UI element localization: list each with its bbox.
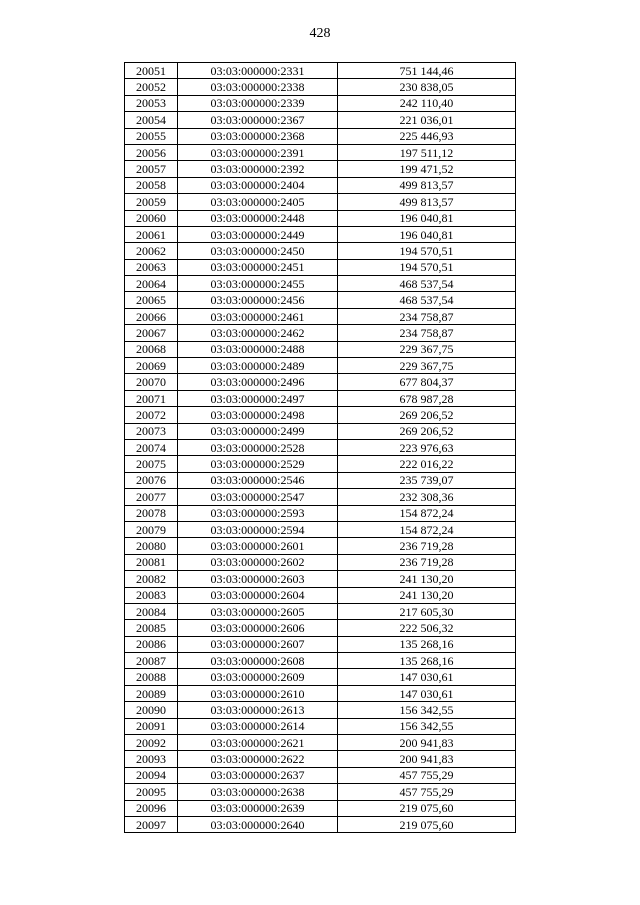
value-cell: 221 036,01 [338, 112, 516, 128]
table-row [125, 521, 516, 537]
table-row [125, 456, 516, 472]
table-row [125, 161, 516, 177]
table-row [125, 816, 516, 832]
cadastral-number-cell: 03:03:000000:2604 [178, 587, 338, 603]
cadastral-number-cell: 03:03:000000:2639 [178, 800, 338, 816]
cadastral-number-cell: 03:03:000000:2497 [178, 390, 338, 406]
row-number-cell: 20051 [125, 63, 178, 79]
cadastral-number-cell: 03:03:000000:2462 [178, 325, 338, 341]
value-cell: 751 144,46 [338, 63, 516, 79]
value-cell: 234 758,87 [338, 325, 516, 341]
value-cell: 219 075,60 [338, 800, 516, 816]
value-cell: 222 016,22 [338, 456, 516, 472]
cadastral-number-cell: 03:03:000000:2451 [178, 259, 338, 275]
row-number-cell: 20091 [125, 718, 178, 734]
row-number-cell: 20065 [125, 292, 178, 308]
value-cell: 468 537,54 [338, 276, 516, 292]
value-cell: 200 941,83 [338, 735, 516, 751]
table-row [125, 603, 516, 619]
value-cell: 269 206,52 [338, 407, 516, 423]
row-number-cell: 20062 [125, 243, 178, 259]
table-row [125, 226, 516, 242]
value-cell: 154 872,24 [338, 505, 516, 521]
row-number-cell: 20086 [125, 636, 178, 652]
table-row [125, 144, 516, 160]
table-row [125, 718, 516, 734]
row-number-cell: 20063 [125, 259, 178, 275]
table-row [125, 341, 516, 357]
cadastral-number-cell: 03:03:000000:2488 [178, 341, 338, 357]
cadastral-number-cell: 03:03:000000:2594 [178, 521, 338, 537]
table-row [125, 374, 516, 390]
value-cell: 229 367,75 [338, 358, 516, 374]
value-cell: 241 130,20 [338, 571, 516, 587]
cadastral-number-cell: 03:03:000000:2602 [178, 554, 338, 570]
value-cell: 229 367,75 [338, 341, 516, 357]
row-number-cell: 20085 [125, 620, 178, 636]
cadastral-number-cell: 03:03:000000:2496 [178, 374, 338, 390]
value-cell: 236 719,28 [338, 554, 516, 570]
value-cell: 230 838,05 [338, 79, 516, 95]
cadastral-number-cell: 03:03:000000:2529 [178, 456, 338, 472]
table-row [125, 358, 516, 374]
table-row [125, 800, 516, 816]
cadastral-number-cell: 03:03:000000:2607 [178, 636, 338, 652]
value-cell: 217 605,30 [338, 603, 516, 619]
table-row [125, 669, 516, 685]
value-cell: 223 976,63 [338, 439, 516, 455]
value-cell: 457 755,29 [338, 784, 516, 800]
value-cell: 457 755,29 [338, 767, 516, 783]
table-row [125, 587, 516, 603]
row-number-cell: 20094 [125, 767, 178, 783]
cadastral-number-cell: 03:03:000000:2455 [178, 276, 338, 292]
table-row [125, 538, 516, 554]
row-number-cell: 20078 [125, 505, 178, 521]
table-row [125, 472, 516, 488]
table-row [125, 702, 516, 718]
row-number-cell: 20083 [125, 587, 178, 603]
cadastral-number-cell: 03:03:000000:2622 [178, 751, 338, 767]
table-row [125, 194, 516, 210]
cadastral-number-cell: 03:03:000000:2613 [178, 702, 338, 718]
cadastral-number-cell: 03:03:000000:2448 [178, 210, 338, 226]
value-cell: 219 075,60 [338, 816, 516, 832]
row-number-cell: 20060 [125, 210, 178, 226]
value-cell: 194 570,51 [338, 259, 516, 275]
cadastral-number-cell: 03:03:000000:2605 [178, 603, 338, 619]
table-row [125, 685, 516, 701]
cadastral-number-cell: 03:03:000000:2528 [178, 439, 338, 455]
table-row [125, 620, 516, 636]
row-number-cell: 20080 [125, 538, 178, 554]
value-cell: 222 506,32 [338, 620, 516, 636]
row-number-cell: 20079 [125, 521, 178, 537]
row-number-cell: 20056 [125, 144, 178, 160]
table-row [125, 292, 516, 308]
cadastral-number-cell: 03:03:000000:2606 [178, 620, 338, 636]
row-number-cell: 20097 [125, 816, 178, 832]
cadastral-number-cell: 03:03:000000:2449 [178, 226, 338, 242]
row-number-cell: 20093 [125, 751, 178, 767]
row-number-cell: 20076 [125, 472, 178, 488]
value-cell: 235 739,07 [338, 472, 516, 488]
table-row [125, 177, 516, 193]
cadastre-value-table [124, 62, 516, 833]
table-row [125, 505, 516, 521]
cadastral-number-cell: 03:03:000000:2338 [178, 79, 338, 95]
table-row [125, 423, 516, 439]
table-row [125, 554, 516, 570]
row-number-cell: 20064 [125, 276, 178, 292]
row-number-cell: 20057 [125, 161, 178, 177]
value-cell: 199 471,52 [338, 161, 516, 177]
table-row [125, 210, 516, 226]
row-number-cell: 20095 [125, 784, 178, 800]
cadastral-number-cell: 03:03:000000:2610 [178, 685, 338, 701]
value-cell: 236 719,28 [338, 538, 516, 554]
row-number-cell: 20082 [125, 571, 178, 587]
cadastral-number-cell: 03:03:000000:2461 [178, 308, 338, 324]
table-row [125, 439, 516, 455]
table-body [125, 63, 516, 833]
value-cell: 197 511,12 [338, 144, 516, 160]
table-row [125, 407, 516, 423]
cadastral-number-cell: 03:03:000000:2450 [178, 243, 338, 259]
table-row [125, 259, 516, 275]
table-row [125, 735, 516, 751]
row-number-cell: 20096 [125, 800, 178, 816]
value-cell: 232 308,36 [338, 489, 516, 505]
row-number-cell: 20088 [125, 669, 178, 685]
row-number-cell: 20077 [125, 489, 178, 505]
row-number-cell: 20075 [125, 456, 178, 472]
table-row [125, 325, 516, 341]
row-number-cell: 20066 [125, 308, 178, 324]
cadastral-number-cell: 03:03:000000:2391 [178, 144, 338, 160]
value-cell: 242 110,40 [338, 95, 516, 111]
value-cell: 196 040,81 [338, 226, 516, 242]
value-cell: 147 030,61 [338, 685, 516, 701]
row-number-cell: 20072 [125, 407, 178, 423]
table-row [125, 489, 516, 505]
table-row [125, 571, 516, 587]
value-cell: 269 206,52 [338, 423, 516, 439]
value-cell: 156 342,55 [338, 702, 516, 718]
row-number-cell: 20092 [125, 735, 178, 751]
cadastral-number-cell: 03:03:000000:2367 [178, 112, 338, 128]
cadastral-number-cell: 03:03:000000:2603 [178, 571, 338, 587]
table-row [125, 653, 516, 669]
value-cell: 154 872,24 [338, 521, 516, 537]
row-number-cell: 20059 [125, 194, 178, 210]
table-row [125, 390, 516, 406]
value-cell: 678 987,28 [338, 390, 516, 406]
cadastral-number-cell: 03:03:000000:2368 [178, 128, 338, 144]
cadastral-number-cell: 03:03:000000:2609 [178, 669, 338, 685]
row-number-cell: 20053 [125, 95, 178, 111]
value-cell: 156 342,55 [338, 718, 516, 734]
cadastral-number-cell: 03:03:000000:2546 [178, 472, 338, 488]
table-row [125, 767, 516, 783]
row-number-cell: 20069 [125, 358, 178, 374]
table-row [125, 636, 516, 652]
row-number-cell: 20061 [125, 226, 178, 242]
value-cell: 200 941,83 [338, 751, 516, 767]
value-cell: 135 268,16 [338, 636, 516, 652]
page-number: 428 [309, 26, 331, 41]
row-number-cell: 20074 [125, 439, 178, 455]
cadastral-number-cell: 03:03:000000:2593 [178, 505, 338, 521]
value-cell: 468 537,54 [338, 292, 516, 308]
table-row [125, 308, 516, 324]
table-row [125, 751, 516, 767]
cadastral-number-cell: 03:03:000000:2404 [178, 177, 338, 193]
row-number-cell: 20087 [125, 653, 178, 669]
value-cell: 241 130,20 [338, 587, 516, 603]
cadastral-number-cell: 03:03:000000:2339 [178, 95, 338, 111]
row-number-cell: 20084 [125, 603, 178, 619]
value-cell: 677 804,37 [338, 374, 516, 390]
cadastral-number-cell: 03:03:000000:2601 [178, 538, 338, 554]
cadastral-number-cell: 03:03:000000:2405 [178, 194, 338, 210]
row-number-cell: 20089 [125, 685, 178, 701]
table-row [125, 128, 516, 144]
cadastral-number-cell: 03:03:000000:2608 [178, 653, 338, 669]
row-number-cell: 20067 [125, 325, 178, 341]
value-cell: 499 813,57 [338, 177, 516, 193]
value-cell: 147 030,61 [338, 669, 516, 685]
value-cell: 194 570,51 [338, 243, 516, 259]
cadastral-number-cell: 03:03:000000:2640 [178, 816, 338, 832]
value-cell: 196 040,81 [338, 210, 516, 226]
table-row [125, 95, 516, 111]
row-number-cell: 20052 [125, 79, 178, 95]
cadastral-number-cell: 03:03:000000:2621 [178, 735, 338, 751]
cadastral-number-cell: 03:03:000000:2499 [178, 423, 338, 439]
table-row [125, 63, 516, 79]
cadastral-number-cell: 03:03:000000:2638 [178, 784, 338, 800]
row-number-cell: 20073 [125, 423, 178, 439]
cadastral-number-cell: 03:03:000000:2614 [178, 718, 338, 734]
table-row [125, 112, 516, 128]
table-row [125, 79, 516, 95]
value-cell: 499 813,57 [338, 194, 516, 210]
row-number-cell: 20058 [125, 177, 178, 193]
row-number-cell: 20068 [125, 341, 178, 357]
cadastral-number-cell: 03:03:000000:2498 [178, 407, 338, 423]
table-row [125, 276, 516, 292]
value-cell: 225 446,93 [338, 128, 516, 144]
row-number-cell: 20081 [125, 554, 178, 570]
cadastral-number-cell: 03:03:000000:2489 [178, 358, 338, 374]
cadastral-number-cell: 03:03:000000:2637 [178, 767, 338, 783]
row-number-cell: 20055 [125, 128, 178, 144]
row-number-cell: 20090 [125, 702, 178, 718]
row-number-cell: 20071 [125, 390, 178, 406]
cadastral-number-cell: 03:03:000000:2456 [178, 292, 338, 308]
row-number-cell: 20070 [125, 374, 178, 390]
value-cell: 135 268,16 [338, 653, 516, 669]
row-number-cell: 20054 [125, 112, 178, 128]
cadastral-number-cell: 03:03:000000:2392 [178, 161, 338, 177]
cadastral-number-cell: 03:03:000000:2331 [178, 63, 338, 79]
table-row [125, 243, 516, 259]
cadastral-number-cell: 03:03:000000:2547 [178, 489, 338, 505]
value-cell: 234 758,87 [338, 308, 516, 324]
table-row [125, 784, 516, 800]
